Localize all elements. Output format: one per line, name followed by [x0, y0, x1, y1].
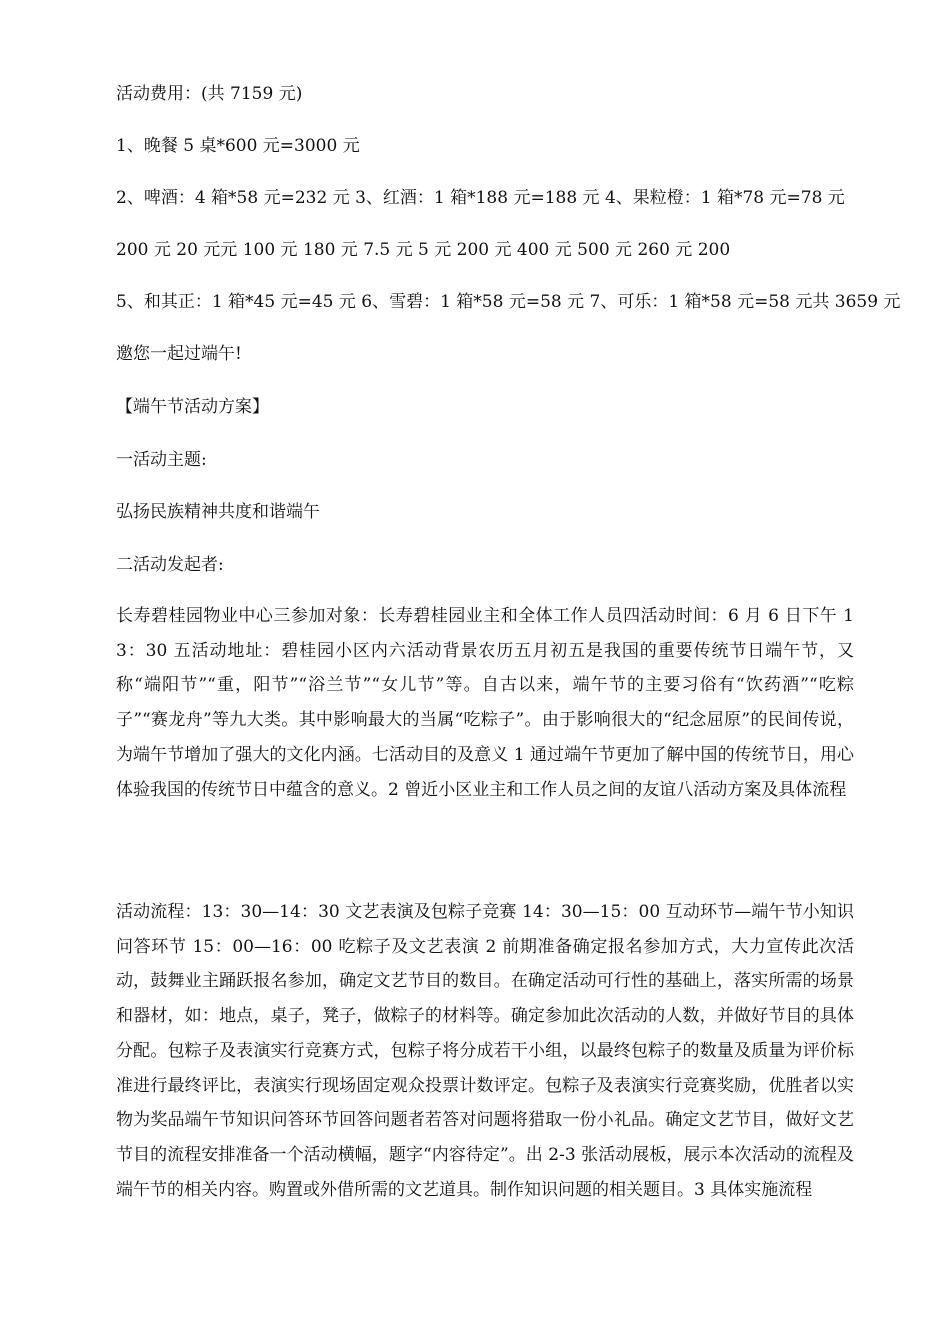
cost-total-line: 活动费用：(共 7159 元): [116, 84, 303, 104]
cost-item-drinks: 2、啤酒：4 箱*58 元=232 元 3、红酒：1 箱*188 元=188 元 4、果粒橙：1 箱*78 元=78 元: [116, 188, 845, 208]
cost-item-beverages: 5、和其正：1 箱*45 元=45 元 6、雪碧：1 箱*58 元=58 元 7、可乐：1 箱*58 元=58 元共 3659 元: [116, 292, 901, 312]
plan-heading: 【端午节活动方案】: [116, 397, 269, 417]
cost-item-dinner: 1、晚餐 5 桌*600 元=3000 元: [116, 136, 360, 156]
initiator-heading: 二活动发起者:: [116, 555, 224, 575]
invitation-line: 邀您一起过端午!: [116, 344, 242, 364]
theme-heading: 一活动主题:: [116, 450, 207, 470]
cost-amounts-line: 200 元 20 元元 100 元 180 元 7.5 元 5 元 200 元 400 元 500 元 260 元 200: [116, 240, 731, 260]
plan-details-paragraph: 长寿碧桂园物业中心三参加对象：长寿碧桂园业主和全体工作人员四活动时间：6 月 6 日下午 13：30 五活动地址：碧桂园小区内六活动背景农历五月初五是我国的重要传统节日端午节，又称“端阳节”“重，阳节”“浴兰节”“女儿节”等。自古以来，端午节的主要习俗有“饮药酒”“吃粽子”“赛龙舟”等九大类。其中影响最大的当属“吃粽子”。由于影响很大的“纪念屈原”的民间传说，为端午节增加了强大的文化内涵。七活动目的及意义 1 通过端午节更加了解中国的传统节日，用心体验我国的传统节日中蕴含的意义。2 曾近小区业主和工作人员之间的友谊八活动方案及具体流程: [116, 606, 854, 800]
theme-text: 弘扬民族精神共度和谐端午: [116, 502, 320, 522]
activity-flow-paragraph: 活动流程：13：30—14：30 文艺表演及包粽子竞赛 14：30—15：00 互动环节—端午节小知识问答环节 15：00—16：00 吃粽子及文艺表演 2 前期准备确定报名参加方式，大力宣传此次活动，鼓舞业主踊跃报名参加，确定文艺节目的数目。在确定活动可行性的基础上，落实所需的场景和器材，如：地点，桌子，凳子，做粽子的材料等。确定参加此次活动的人数，并做好节目的具体分配。包粽子及表演实行竞赛方式，包粽子将分成若干小组，以最终包粽子的数量及质量为评价标准进行最终评比，表演实行现场固定观众投票计数评定。包粽子及表演实行竞赛奖励，优胜者以实物为奖品端午节知识问答环节回答问题者若答对问题将猎取一份小礼品。确定文艺节目，做好文艺节目的流程安排准备一个活动横幅，题字“内容待定”。出 2-3 张活动展板，展示本次活动的流程及端午节的相关内容。购置或外借所需的文艺道具。制作知识问题的相关题目。3 具体实施流程: [116, 902, 854, 1200]
